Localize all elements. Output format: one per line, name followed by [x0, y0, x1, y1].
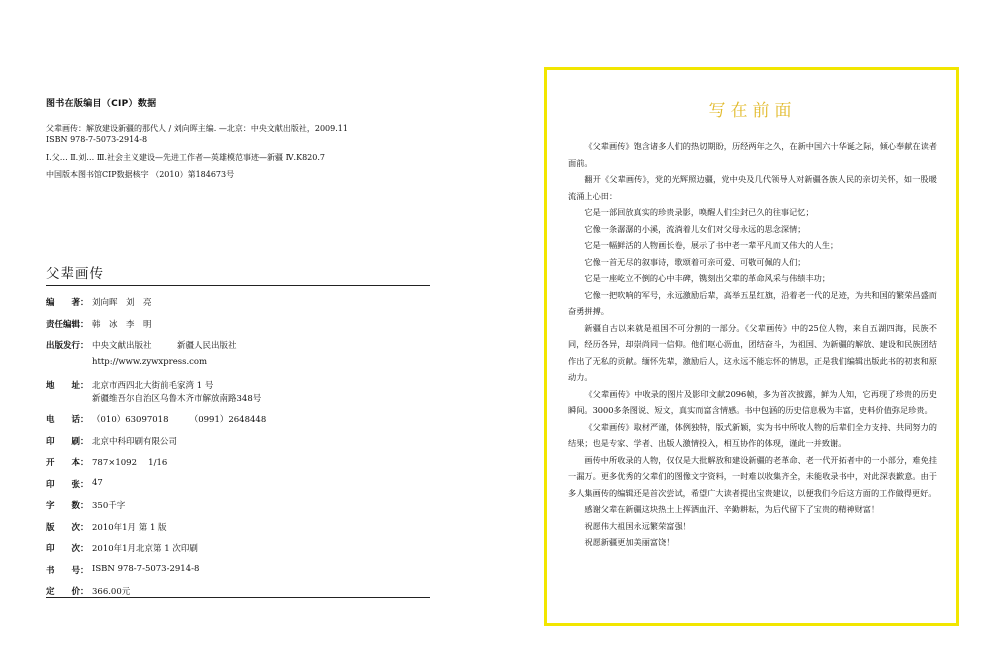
preface-paragraph: 祝愿伟大祖国永远繁荣富强！: [584, 520, 691, 531]
colophon-row: [46, 318, 430, 340]
colophon-value: 北京市西四北大街前毛家湾 1 号: [92, 380, 214, 391]
colophon-label: 印 张：: [46, 479, 89, 490]
divider: [46, 285, 430, 286]
colophon-value: 韩 冰 李 明: [92, 319, 152, 330]
colophon-row: [46, 413, 430, 435]
colophon-value: ISBN 978-7-5073-2914-8: [92, 563, 200, 574]
colophon-value: 2010年1月北京第 1 次印刷: [92, 544, 198, 554]
cip-line: 父辈画传：解放建设新疆的那代人 / 刘向晖主编. —北京：中央文献出版社，2009.11: [46, 124, 348, 133]
colophon-label: 印 刷：: [46, 436, 89, 447]
preface-paragraph: 它像一条潺潺的小溪，流淌着儿女们对父母永远的思念深情；: [584, 223, 806, 234]
colophon-value: 北京中科印刷有限公司: [92, 436, 178, 447]
colophon-value: 2010年1月 第 1 版: [92, 522, 167, 533]
preface-paragraph: 画传中所收录的人物，仅仅是大批解放和建设新疆的老革命、老一代开拓者中的一小部分，难免挂一漏万。更多优秀的父辈们的图像文字资料，一时难以收集齐全，未能收录书中，对此深表歉意。由于多人集画传的编辑还是首次尝试，希望广大读者提出宝贵建议，以便我们今后这方面的工作做得更好。: [568, 454, 937, 498]
preface-body: [568, 138, 937, 551]
preface-paragraph: 它是一幅鲜活的人物画长卷，展示了书中老一辈平凡而又伟大的人生；: [584, 240, 839, 250]
colophon-value: 366.00元: [92, 587, 131, 597]
colophon-label: 出版发行：: [46, 341, 89, 351]
copyright-page: [46, 0, 431, 657]
colophon-label: 责任编辑：: [46, 319, 89, 330]
colophon-value: 47: [92, 477, 103, 488]
divider: [46, 597, 430, 598]
colophon-row: [46, 379, 430, 392]
book-title: 父辈画传: [46, 266, 104, 282]
preface-paragraph: 感谢父辈在新疆这块热土上挥洒血汗、辛勤耕耘，为后代留下了宝贵的精神财富！: [584, 504, 880, 514]
colophon-row: [46, 585, 430, 607]
colophon-row: [46, 456, 430, 478]
colophon-row: [46, 521, 430, 543]
colophon-row: [46, 296, 430, 318]
colophon: [46, 296, 430, 607]
preface-frame: [544, 67, 959, 626]
colophon-value: 新疆维吾尔自治区乌鲁木齐市解放南路348号: [92, 393, 262, 404]
preface-title: 写在前面: [708, 101, 797, 121]
colophon-value: （010）63097018 （0991）2648448: [92, 415, 267, 425]
colophon-label: 字 数：: [46, 501, 89, 511]
colophon-row: [46, 499, 430, 521]
preface-paragraph: 它是一座屹立不倒的心中丰碑，镌刻出父辈的革命风采与伟绩丰功；: [584, 273, 831, 283]
colophon-row: [46, 435, 430, 457]
cip-line: 中国版本图书馆CIP数据核字 （2010）第184673号: [46, 170, 235, 179]
colophon-label: 印 次：: [46, 544, 89, 554]
colophon-label: 书 号：: [46, 565, 89, 576]
preface-paragraph: 翻开《父辈画传》，党的光辉照边疆，党中央及几代领导人对新疆各族人民的亲切关怀，如一股暖流涌上心田：: [568, 174, 937, 201]
colophon-value: 中央文献出版社 新疆人民出版社: [92, 341, 237, 351]
cip-line: ISBN 978-7-5073-2914-8: [46, 135, 148, 144]
colophon-label: 地 址：: [46, 380, 89, 391]
colophon-value: 刘向晖 刘 亮: [92, 298, 152, 308]
colophon-row: [46, 564, 430, 586]
cip-line: Ⅰ.父… Ⅱ.刘… Ⅲ.社会主义建设—先进工作者—英雄模范事迹—新疆 Ⅳ.K820.7: [46, 153, 325, 162]
preface-paragraph: 《父辈画传》饱含诸多人们的热切期盼，历经两年之久，在新中国六十华诞之际，倾心奉献在读者面前。: [568, 141, 937, 168]
colophon-value: 787×1092 1/16: [92, 458, 168, 468]
colophon-label: 定 价：: [46, 587, 89, 597]
colophon-label: 编 著：: [46, 298, 89, 308]
colophon-label: 版 次：: [46, 522, 89, 533]
preface-paragraph: 它像一把吹响的军号，永远激励后辈，高举五星红旗，沿着老一代的足迹，为共和国的繁荣昌盛而奋勇拼搏。: [568, 289, 937, 316]
preface-paragraph: 祝愿新疆更加美丽富饶！: [584, 537, 675, 547]
website-link[interactable]: http://www.zywxpress.com: [92, 357, 208, 367]
colophon-value: 350千字: [92, 501, 126, 511]
preface-paragraph: 《父辈画传》取材严谨，体例独特，版式新颖，实为书中所收人物的后辈们全力支持、共同努力的结果；也是专家、学者、出版人激情投入，相互协作的体现，谨此一并致谢。: [568, 421, 937, 448]
preface-paragraph: 它像一首无尽的叙事诗，歌颂着可亲可爱、可敬可佩的人们；: [584, 256, 806, 267]
preface-paragraph: 《父辈画传》中收录的图片及影印文献2096帧，多为首次披露，鲜为人知，它再现了珍贵的历史瞬间。3000多条图说、短文，真实而富含情感。书中包涵的历史信息极为丰富，史料价值弥足珍贵。: [568, 388, 937, 415]
colophon-row: [46, 392, 430, 414]
preface-paragraph: 新疆自古以来就是祖国不可分割的一部分。《父辈画传》中的25位人物，来自五湖四海，民族不同，经历各异，却崇尚同一信仰。他们呕心沥血，团结奋斗，为祖国、为新疆的解放、建设和民族团结作出了无私的贡献。缅怀先辈，激励后人，这永远不能忘怀的情思，正是我们编辑出版此书的初衷和原动力。: [568, 322, 937, 382]
colophon-row: [46, 339, 430, 352]
colophon-label: 开 本：: [46, 458, 89, 468]
colophon-row: [46, 357, 430, 379]
cip-heading: 图书在版编目（CIP）数据: [46, 99, 157, 109]
colophon-row: [46, 542, 430, 564]
preface-paragraph: 它是一部回放真实的珍贵录影，唤醒人们尘封已久的往事记忆；: [584, 207, 814, 217]
colophon-row: [46, 478, 430, 500]
colophon-label: 电 话：: [46, 415, 89, 425]
